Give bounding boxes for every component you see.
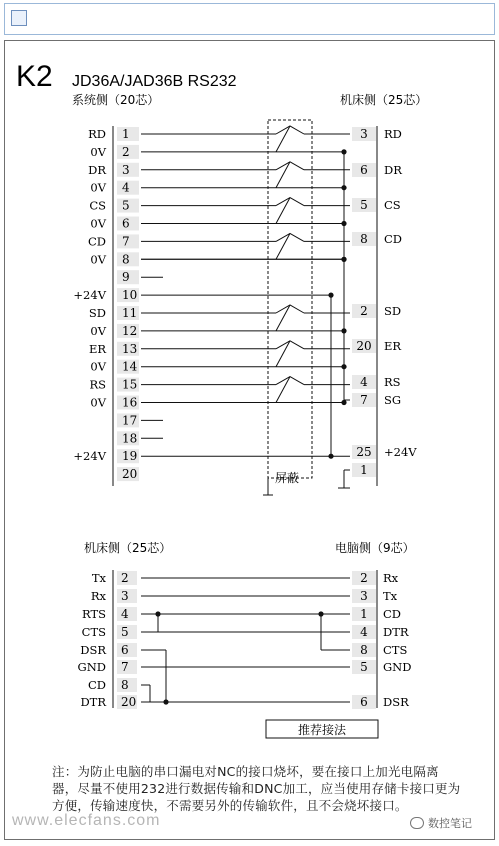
right-pin-number: 6 — [360, 163, 368, 177]
left-signal-label: CD — [87, 234, 106, 249]
left-signal-label: Tx — [91, 571, 106, 585]
left-signal-label: 0V — [90, 252, 106, 267]
left-signal-label: ER — [88, 341, 106, 356]
junction-dot — [341, 400, 346, 405]
twisted-pair-crossover — [276, 377, 304, 385]
right-pin-number: 3 — [360, 127, 368, 141]
right-signal-label: Rx — [383, 571, 399, 585]
left-signal-label: GND — [77, 660, 106, 674]
left-pin-number: 13 — [122, 341, 138, 356]
top-wiring — [141, 120, 350, 495]
shield-box — [268, 120, 312, 478]
left-pin-number: 6 — [121, 643, 129, 657]
left-pin-number: 8 — [122, 252, 130, 267]
left-pin-number: 2 — [121, 571, 129, 585]
brand-label: 数控笔记 — [428, 817, 472, 830]
right-signal-label: ER — [384, 339, 402, 353]
bottom-left-connector — [78, 570, 137, 709]
right-signal-label: DR — [384, 163, 402, 177]
twisted-pair-crossover — [276, 162, 304, 170]
title-main: K2 — [16, 60, 53, 93]
right-signal-label: SG — [384, 393, 402, 407]
left-signal-label: 0V — [90, 180, 106, 195]
title-sub: JD36A/JAD36B RS232 — [72, 73, 237, 90]
right-signal-label: CD — [383, 607, 402, 621]
right-pin-number: 8 — [360, 643, 368, 657]
right-pin-number: 8 — [360, 232, 368, 246]
left-signal-label: SD — [88, 306, 106, 320]
left-pin-number: 12 — [122, 323, 138, 338]
brand — [410, 815, 472, 831]
top-right-connector — [352, 126, 417, 486]
right-pin-number: 20 — [356, 339, 372, 353]
left-signal-label: 0V — [90, 395, 106, 410]
left-pin-number: 14 — [122, 359, 138, 374]
right-signal-label: DTR — [383, 625, 409, 639]
left-pin-number: 2 — [122, 144, 130, 159]
left-signal-label: CD — [87, 678, 106, 692]
right-signal-label: RS — [384, 375, 401, 389]
top-left-connector — [73, 126, 139, 486]
left-signal-label: 0V — [90, 359, 106, 374]
bottom-wiring — [141, 578, 350, 705]
bottom-right-connector — [352, 570, 411, 709]
left-pin-number: 5 — [122, 198, 130, 213]
junction-dot — [163, 699, 168, 704]
right-pin-number: 1 — [360, 463, 368, 477]
right-signal-label: +24V — [384, 445, 417, 459]
left-signal-label: RD — [88, 127, 106, 141]
left-signal-label: +24V — [73, 449, 106, 464]
left-signal-label: Rx — [90, 589, 106, 603]
right-signal-label: CTS — [383, 643, 408, 657]
left-pin-number: 17 — [122, 413, 138, 428]
left-signal-label: 0V — [90, 323, 106, 338]
right-pin-number: 1 — [360, 607, 368, 621]
right-signal-label: CD — [384, 232, 403, 246]
right-signal-label: CS — [384, 198, 401, 212]
right-signal-label: SD — [384, 304, 402, 318]
left-pin-number: 4 — [121, 607, 129, 621]
twisted-pair-crossover — [276, 126, 304, 134]
left-pin-number: 4 — [122, 180, 130, 195]
right-pin-number: 25 — [356, 445, 372, 459]
shield-label: 屏蔽 — [275, 471, 300, 485]
right-signal-label: GND — [383, 660, 412, 674]
left-pin-number: 1 — [122, 127, 130, 141]
left-pin-number: 8 — [121, 678, 129, 692]
left-pin-number: 11 — [122, 306, 138, 320]
left-signal-label: CS — [89, 198, 106, 213]
watermark: www.elecfans.com — [12, 812, 161, 829]
left-pin-number: 20 — [122, 467, 138, 482]
left-pin-number: 15 — [122, 377, 138, 392]
left-pin-number: 7 — [121, 660, 129, 674]
right-pin-number: 5 — [360, 660, 368, 674]
left-pin-number: 7 — [122, 234, 130, 249]
left-pin-number: 16 — [122, 395, 138, 410]
right-pin-number: 2 — [360, 571, 368, 585]
left-signal-label: RS — [89, 377, 106, 392]
left-pin-number: 19 — [122, 449, 138, 464]
right-signal-label: DSR — [383, 695, 409, 709]
right-pin-number: 4 — [360, 375, 368, 389]
right-pin-number: 5 — [360, 198, 368, 212]
twisted-pair-crossover — [276, 305, 304, 313]
left-pin-number: 20 — [121, 695, 137, 709]
left-signal-label: RTS — [81, 607, 106, 621]
left-signal-label: DTR — [80, 695, 106, 709]
left-pin-number: 18 — [122, 431, 138, 446]
wechat-logo-icon — [410, 817, 424, 829]
left-pin-number: 3 — [121, 589, 129, 603]
left-pin-number: 6 — [122, 216, 130, 231]
right-pin-number: 7 — [360, 393, 368, 407]
right-pin-number: 4 — [360, 625, 368, 639]
left-signal-label: CTS — [81, 625, 106, 639]
left-pin-number: 5 — [121, 625, 129, 639]
right-signal-label: Tx — [383, 589, 398, 603]
bottom-right-header: 电脑侧（9芯） — [335, 541, 415, 555]
left-signal-label: DR — [88, 162, 106, 177]
right-pin-number: 3 — [360, 589, 368, 603]
right-pin-number: 6 — [360, 695, 368, 709]
right-signal-label: RD — [384, 127, 402, 141]
left-signal-label: DSR — [80, 643, 106, 657]
top-right-header: 机床侧（25芯） — [340, 93, 428, 107]
bottom-left-header: 机床侧（25芯） — [84, 541, 172, 555]
left-pin-number: 10 — [122, 288, 138, 303]
twisted-pair-crossover — [276, 341, 304, 349]
left-pin-number: 9 — [122, 270, 130, 285]
right-pin-number: 2 — [360, 304, 368, 318]
twisted-pair-crossover — [276, 233, 304, 241]
left-signal-label: 0V — [90, 216, 106, 231]
left-signal-label: +24V — [73, 288, 106, 303]
left-signal-label: 0V — [90, 144, 106, 159]
twisted-pair-crossover — [276, 198, 304, 206]
footnote: 注：为防止电脑的串口漏电对NC的接口烧坏，要在接口上加光电隔离器，尽量不使用232进行数据传输和DNC加工，应当使用存储卡接口更为方便，传输速度快，不需要另外的传输软件，且不会烧坏接口。 — [52, 764, 461, 813]
recommend-label: 推荐接法 — [297, 723, 347, 737]
top-left-header: 系统侧（20芯） — [72, 93, 160, 107]
left-pin-number: 3 — [122, 162, 130, 177]
